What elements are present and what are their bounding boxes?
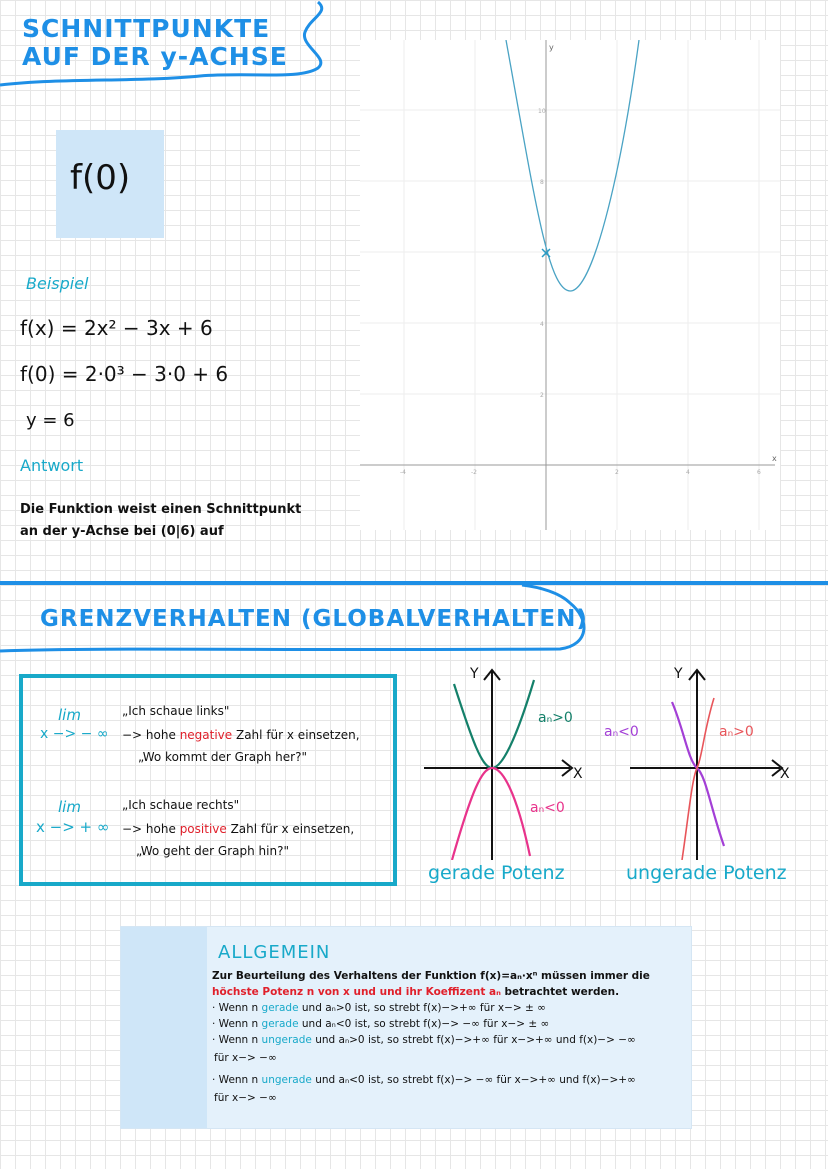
lim2-label: lim bbox=[58, 798, 81, 816]
b4-prefix: · Wenn n bbox=[212, 1074, 262, 1086]
graph1-x-label: x bbox=[772, 454, 777, 463]
lim2-text-3: „Wo geht der Graph hin?" bbox=[136, 844, 289, 858]
b2-rest: und aₙ<0 ist, so strebt f(x)−> −∞ für x−> ± ∞ bbox=[298, 1018, 550, 1030]
b2-prefix: · Wenn n bbox=[212, 1018, 262, 1030]
b3-keyword: ungerade bbox=[261, 1034, 312, 1046]
b2-keyword: gerade bbox=[261, 1018, 299, 1030]
general-bullet-3 bbox=[212, 1034, 636, 1046]
general-bullet-3-cont: für x−> −∞ bbox=[214, 1052, 277, 1064]
parabola-graph bbox=[360, 40, 780, 530]
b1-prefix: · Wenn n bbox=[212, 1002, 262, 1014]
odd-caption: ungerade Potenz bbox=[626, 862, 787, 884]
parabola-curve bbox=[506, 40, 639, 291]
b3-rest: und aₙ>0 ist, so strebt f(x)−>+∞ für x−>+∞ und f(x)−> −∞ bbox=[311, 1034, 636, 1046]
lim1-text-2c: Zahl für x einsetzen, bbox=[232, 728, 360, 742]
odd-power-graph bbox=[600, 660, 800, 860]
answer-line-1: Die Funktion weist einen Schnittpunkt bbox=[20, 502, 302, 517]
general-box-stripe bbox=[121, 927, 207, 1128]
b3-prefix: · Wenn n bbox=[212, 1034, 262, 1046]
answer-label: Antwort bbox=[20, 456, 84, 475]
general-intro-2 bbox=[212, 986, 619, 998]
graph1-y-tick: 4 bbox=[540, 321, 544, 328]
b1-keyword: gerade bbox=[261, 1002, 299, 1014]
formula-box-text: f(0) bbox=[70, 158, 131, 198]
section1-title-line2: AUF DER y-ACHSE bbox=[22, 42, 288, 71]
lim2-positive: positive bbox=[179, 822, 227, 836]
section2-title: GRENZVERHALTEN (GLOBALVERHALTEN) bbox=[40, 606, 588, 632]
graph1-x-tick: 6 bbox=[757, 469, 761, 476]
equation-3: y = 6 bbox=[26, 410, 75, 431]
example-label: Beispiel bbox=[26, 274, 89, 293]
general-intro-2-rest: betrachtet werden. bbox=[500, 986, 620, 998]
graph1-x-tick: -2 bbox=[471, 469, 477, 476]
lim2-text-2c: Zahl für x einsetzen, bbox=[226, 822, 355, 836]
graph1-x-tick: -4 bbox=[400, 469, 406, 476]
equation-2: f(0) = 2·0³ − 3·0 + 6 bbox=[20, 362, 229, 386]
equation-1: f(x) = 2x² − 3x + 6 bbox=[20, 316, 213, 340]
general-intro-2-highlight: höchste Potenz n von x und und ihr Koeffizent aₙ bbox=[212, 986, 501, 998]
even-positive-label: aₙ>0 bbox=[538, 710, 573, 726]
lim1-direction: x −> − ∞ bbox=[40, 726, 109, 742]
graph1-y-tick: 8 bbox=[540, 179, 544, 186]
general-intro-1: Zur Beurteilung des Verhaltens der Funktion f(x)=aₙ·xⁿ müssen immer die bbox=[212, 970, 650, 982]
odd-positive-label: aₙ>0 bbox=[719, 724, 754, 740]
general-bullet-4-cont: für x−> −∞ bbox=[214, 1092, 277, 1104]
graph1-y-tick: 2 bbox=[540, 392, 544, 399]
lim2-direction: x −> + ∞ bbox=[36, 818, 110, 836]
section1-title-line1: SCHNITTPUNKTE bbox=[22, 14, 271, 43]
lim1-label: lim bbox=[58, 706, 81, 724]
graph1-x-tick: 4 bbox=[686, 469, 690, 476]
general-heading: ALLGEMEIN bbox=[218, 942, 331, 963]
even-x-label: X bbox=[573, 766, 583, 782]
lim2-text-1: „Ich schaue rechts" bbox=[122, 798, 240, 812]
graph1-y-label: y bbox=[549, 43, 554, 52]
graph1-x-tick: 2 bbox=[615, 469, 619, 476]
even-caption: gerade Potenz bbox=[428, 862, 565, 884]
answer-line-2: an der y-Achse bei (0|6) auf bbox=[20, 524, 224, 539]
b4-keyword: ungerade bbox=[261, 1074, 312, 1086]
lim1-text-2a: −> hohe bbox=[122, 728, 180, 742]
odd-y-label: Y bbox=[674, 666, 683, 682]
general-bullet-1 bbox=[212, 1002, 546, 1014]
odd-negative-label: aₙ<0 bbox=[604, 724, 639, 740]
b1-rest: und aₙ>0 ist, so strebt f(x)−>+∞ für x−> ± ∞ bbox=[298, 1002, 546, 1014]
lim1-text-3: „Wo kommt der Graph her?" bbox=[138, 750, 307, 764]
even-positive-curve bbox=[454, 680, 534, 768]
lim2-text-2a: −> hohe bbox=[122, 822, 180, 836]
even-power-graph bbox=[420, 660, 600, 860]
lim1-text-2 bbox=[122, 728, 360, 742]
b4-rest: und aₙ<0 ist, so strebt f(x)−> −∞ für x−>+∞ und f(x)−>+∞ bbox=[311, 1074, 636, 1086]
lim2-text-2 bbox=[122, 822, 354, 836]
even-negative-label: aₙ<0 bbox=[530, 800, 565, 816]
even-y-label: Y bbox=[470, 666, 479, 682]
odd-x-label: X bbox=[780, 766, 790, 782]
general-bullet-2 bbox=[212, 1018, 549, 1030]
lim1-text-1: „Ich schaue links" bbox=[122, 704, 230, 718]
formula-box bbox=[56, 130, 164, 238]
lim1-negative: negative bbox=[179, 728, 233, 742]
general-bullet-4 bbox=[212, 1074, 636, 1086]
graph1-y-tick: 10 bbox=[538, 108, 546, 115]
